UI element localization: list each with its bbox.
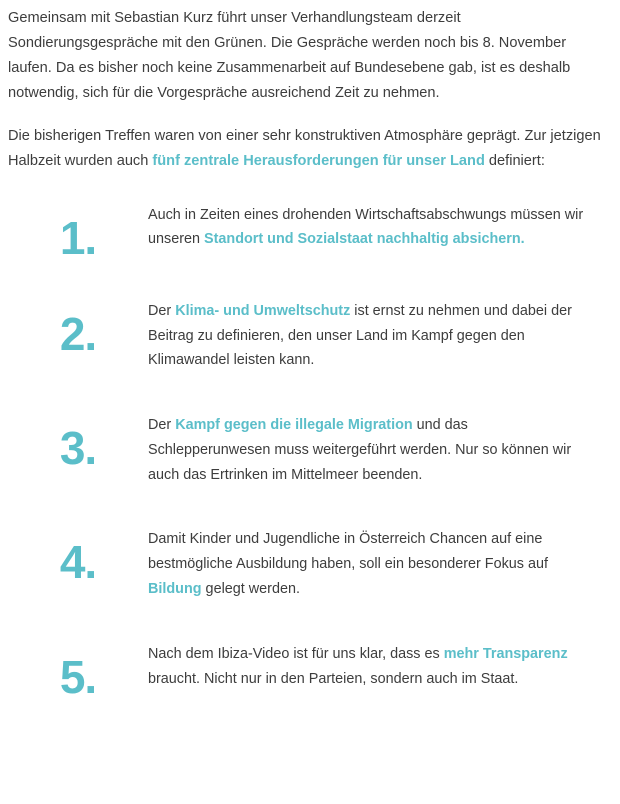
list-item	[8, 297, 608, 373]
plain-text: Auch in Zeiten eines drohenden Wirtschaftsabschwungs müssen wir unseren	[148, 206, 584, 248]
plain-text: Nach dem Ibiza-Video ist für uns klar, dass es	[148, 645, 444, 662]
list-item-text	[148, 640, 608, 692]
list-item-number: 1.	[59, 211, 97, 264]
list-item-text	[148, 201, 608, 253]
plain-text: Die bisherigen Treffen waren von einer sehr konstruktiven Atmosphäre geprägt. Zur jetzigen Halbzeit wurden auch	[8, 128, 601, 170]
challenges-list	[8, 201, 608, 703]
plain-text: Gemeinsam mit Sebastian Kurz führt unser Verhandlungsteam derzeit Sondierungsgespräche mit den Grünen. Die Gespräche werden noch bis 8. November laufen. Da es bisher noch keine Zusammenarbeit auf Bundesebene gab, ist es deshalb notwendig, sich für die Vorgespräche ausreichend Zeit zu nehmen.	[8, 10, 571, 102]
highlighted-text: Kampf gegen die illegale Migration	[175, 417, 413, 434]
list-item	[8, 411, 608, 487]
list-item-text	[148, 411, 608, 487]
highlighted-text: fünf zentrale Herausforderungen für unser Land	[152, 153, 485, 170]
highlighted-text: Standort und Sozialstaat nachhaltig absichern.	[204, 231, 525, 248]
list-item	[8, 201, 608, 264]
list-item-number: 2.	[59, 307, 97, 360]
list-item-number: 5.	[59, 650, 97, 703]
intro-paragraph-2	[8, 124, 608, 174]
highlighted-text: Klima- und Umweltschutz	[175, 302, 351, 319]
plain-text: definiert:	[484, 153, 545, 170]
list-item-text	[148, 297, 608, 373]
list-item-number: 4.	[59, 536, 97, 589]
list-item	[8, 525, 608, 601]
highlighted-text: Bildung	[148, 581, 202, 597]
list-item-text	[148, 525, 608, 601]
plain-text: gelegt werden.	[201, 581, 300, 597]
intro-paragraph-1	[8, 6, 608, 106]
list-item-number: 3.	[59, 422, 97, 475]
plain-text: ist ernst zu nehmen und dabei der Beitrag zu definieren, den unser Land im Kampf gegen den Klimawandel leisten kann.	[148, 302, 572, 369]
plain-text: Der	[148, 302, 176, 319]
plain-text: braucht. Nicht nur in den Parteien, sondern auch im Staat.	[148, 670, 519, 687]
list-item	[8, 640, 608, 703]
plain-text: und das Schlepperunwesen muss weitergeführt werden. Nur so können wir auch das Ertrinken im Mittelmeer beenden.	[148, 417, 572, 483]
plain-text: Der	[148, 417, 176, 434]
plain-text: Damit Kinder und Jugendliche in Österreich Chancen auf eine bestmögliche Ausbildung haben, soll ein besonderer Fokus auf	[148, 531, 549, 573]
highlighted-text: mehr Transparenz	[443, 645, 568, 662]
